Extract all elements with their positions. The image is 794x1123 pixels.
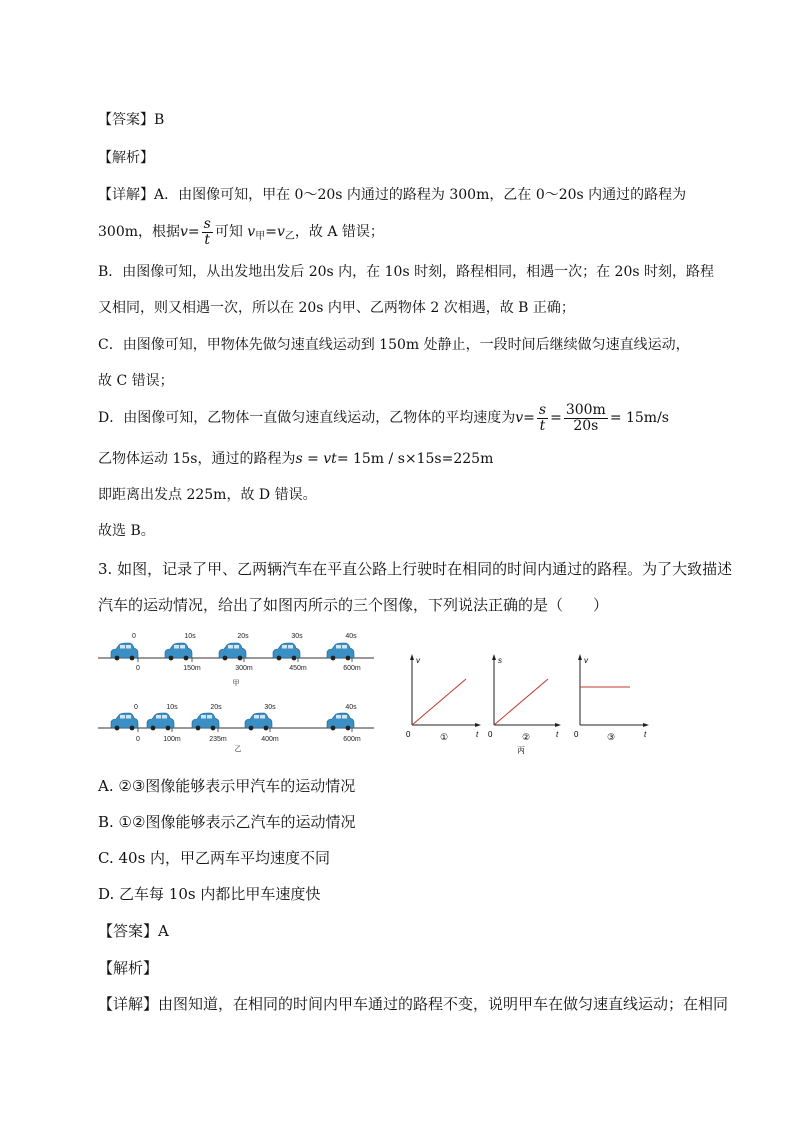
- car-jia-0: [111, 643, 138, 660]
- option-c: C. 40s 内，甲乙两车平均速度不同: [98, 849, 331, 867]
- graph-2-caption: ②: [522, 732, 531, 742]
- graph-3-ylabel: v: [584, 656, 588, 665]
- car-yi-40s: [327, 713, 354, 730]
- answer-label-2: 【答案】A: [98, 922, 169, 940]
- bing-label: 丙: [517, 746, 525, 755]
- yi-time-0: 0: [134, 704, 138, 711]
- detail-c-line2: 故 C 错误；: [98, 373, 174, 389]
- jia-label: 甲: [232, 680, 240, 687]
- graph-1-line: [412, 679, 466, 725]
- graph-1-xlabel: t: [476, 730, 479, 739]
- fraction-s-over-t: $\frac{s}{t}$: [203, 215, 211, 248]
- detail-d-line1: D．由图像可知，乙物体一直做匀速直线运动，乙物体的平均速度为v= $\frac{s}{t}$ = $\frac{300m}{20s}$ = 15m/s: [98, 401, 669, 434]
- car-jia-30s: [273, 643, 300, 660]
- detail-b-line1: B．由图像可知，从出发地出发后 20s 内，在 10s 时刻，路程相同，相遇一次；在 20s 时刻，路程: [98, 264, 714, 280]
- car-yi-30s: [245, 713, 272, 730]
- answer-label: 【答案】B: [98, 112, 165, 128]
- yi-dist-0: 0: [136, 736, 140, 743]
- graph-3-xlabel: t: [644, 730, 647, 739]
- car-jia-20s: [219, 643, 246, 660]
- jia-dist-600m: 600m: [343, 665, 361, 672]
- graph-1-caption: ①: [440, 732, 449, 742]
- graph-1-ylabel: v: [416, 656, 420, 665]
- question-figure: [0, 625, 794, 765]
- yi-time-40s: 40s: [345, 704, 357, 711]
- jia-dist-450m: 450m: [289, 665, 307, 672]
- car-jia-40s: [327, 643, 354, 660]
- graph-1: [406, 654, 481, 742]
- detail-d-line2: 乙物体运动 15s，通过的路程为s = vt= 15m / s×15s=225m: [98, 451, 494, 467]
- jia-time-40s: 40s: [345, 633, 357, 640]
- question-3-line2: 汽车的运动情况，给出了如图丙所示的三个图像，下列说法正确的是（ ）: [98, 596, 609, 614]
- detail-c-line1: C．由图像可知，甲物体先做匀速直线运动到 150m 处静止，一段时间后继续做匀速直线运动，: [98, 337, 690, 353]
- yi-dist-235m: 235m: [209, 736, 227, 743]
- graph-3-caption: ③: [607, 732, 616, 742]
- graph-2: [488, 654, 561, 755]
- jia-dist-0: 0: [136, 665, 140, 672]
- graph-3: [574, 654, 649, 742]
- option-d: D. 乙车每 10s 内都比甲车速度快: [98, 885, 321, 903]
- option-a: A. ②③图像能够表示甲汽车的运动情况: [98, 777, 356, 795]
- question-3-line1: 3. 如图，记录了甲、乙两辆汽车在平直公路上行驶时在相同的时间内通过的路程。为了大致描述: [98, 560, 733, 578]
- yi-time-30s: 30s: [264, 704, 276, 711]
- car-yi-0: [111, 713, 138, 730]
- choose-line: 故选 B。: [98, 523, 155, 539]
- graph-2-ylabel: s: [498, 656, 502, 665]
- analysis-label: 【解析】: [98, 150, 154, 166]
- yi-label: 乙: [234, 746, 242, 753]
- yi-dist-600m: 600m: [343, 736, 361, 743]
- jia-dist-150m: 150m: [183, 665, 201, 672]
- graph-3-origin: 0: [574, 730, 579, 739]
- jia-time-30s: 30s: [291, 633, 303, 640]
- car-yi-10s: [147, 713, 174, 730]
- jia-dist-300m: 300m: [235, 665, 253, 672]
- detail-b-line2: 又相同，则又相遇一次，所以在 20s 内甲、乙两物体 2 次相遇，故 B 正确；: [98, 300, 575, 316]
- detail-a-line1: 【详解】A．由图像可知，甲在 0～20s 内通过的路程为 300m，乙在 0～20s 内通过的路程为: [98, 187, 687, 203]
- graph-1-origin: 0: [406, 730, 411, 739]
- detail-a-line2: 300m，根据v= $\frac{s}{t}$ 可知 $v_甲=v_乙$，故 A 错误；: [98, 215, 384, 248]
- jia-time-20s: 20s: [237, 633, 249, 640]
- graph-2-origin: 0: [488, 730, 493, 739]
- jia-time-10s: 10s: [184, 633, 196, 640]
- fraction-s-over-t: $\frac{s}{t}$: [538, 401, 547, 434]
- yi-dist-400m: 400m: [261, 736, 279, 743]
- yi-time-20s: 20s: [210, 704, 222, 711]
- yi-dist-100m: 100m: [163, 736, 181, 743]
- detail-d-line3: 即距离出发点 225m，故 D 错误。: [98, 487, 317, 503]
- analysis-label-2: 【解析】: [98, 959, 159, 977]
- detail-2-line1: 【详解】由图知道，在相同的时间内甲车通过的路程不变，说明甲车在做匀速直线运动；在相同: [98, 995, 729, 1013]
- fraction-300m-over-20s: $\frac{300m}{20s}$: [565, 401, 606, 434]
- graph-2-xlabel: t: [556, 730, 559, 739]
- option-b: B. ①②图像能够表示乙汽车的运动情况: [98, 813, 356, 831]
- jia-time-0: 0: [132, 633, 136, 640]
- yi-time-10s: 10s: [166, 704, 178, 711]
- car-yi-20s: [192, 713, 219, 730]
- graph-2-line: [494, 679, 548, 725]
- car-jia-10s: [165, 643, 192, 660]
